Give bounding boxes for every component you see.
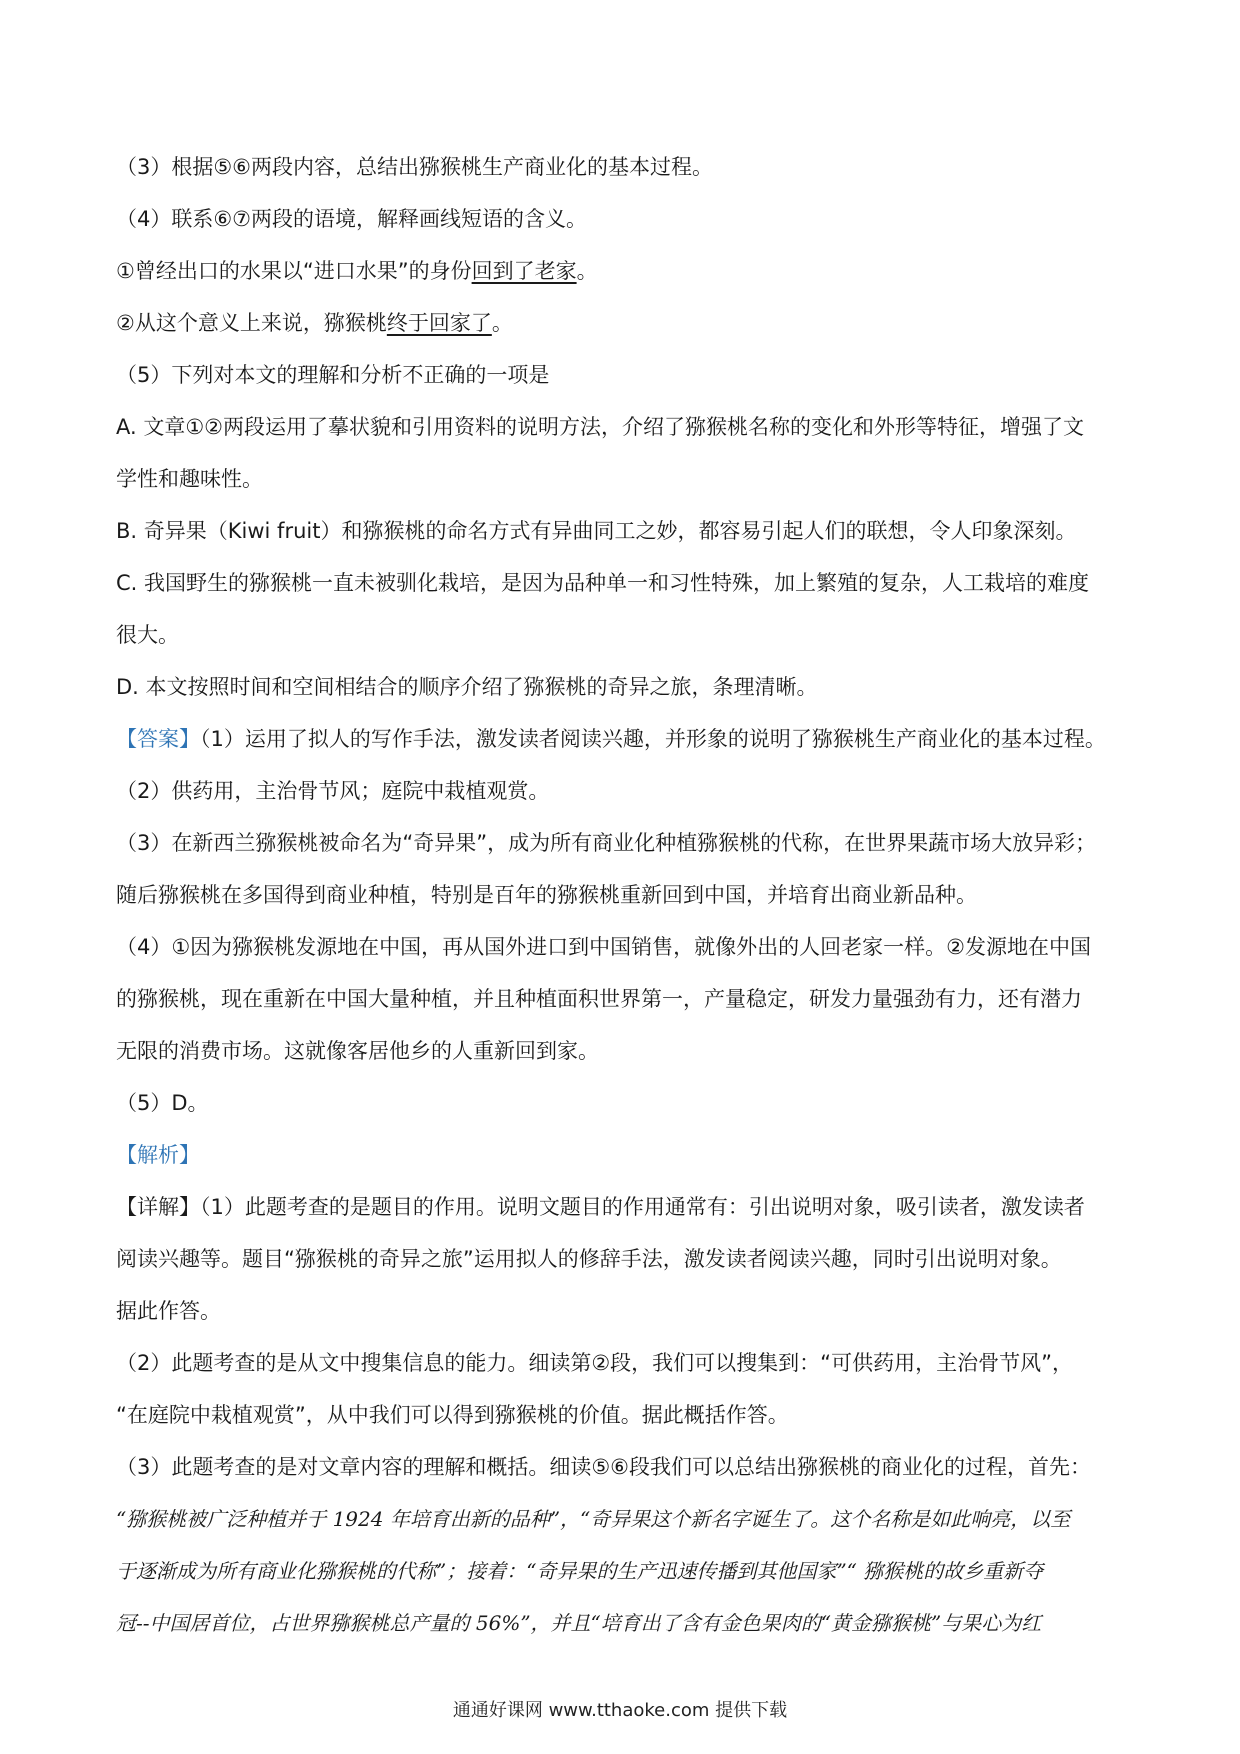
detail-2 — [116, 1348, 1136, 1430]
q4-item2-period: 。 — [491, 311, 513, 335]
page-footer: 通通好课网 www.tthaoke.com 提供下载 — [452, 1700, 788, 1721]
detail-1 — [116, 1192, 1136, 1326]
analysis-tag: 【解析】 — [116, 1143, 200, 1167]
q4-item2-text: ②从这个意义上来说，猕猴桃 — [116, 311, 387, 335]
answer-2: （2）供药用，主治骨节风；庭院中栽植观赏。 — [116, 779, 550, 803]
question-4-item-2 — [116, 308, 1136, 338]
detail-3-line-2: “猕猴桃被广泛种植并于 1924 年培育出新的品种”，“奇异果这个新名字诞生了。这个名称是如此响亮，以至 — [116, 1507, 1071, 1531]
question-5: （5）下列对本文的理解和分析不正确的一项是 — [116, 363, 550, 387]
detail-2-line-1: （2）此题考查的是从文中搜集信息的能力。细读第②段，我们可以搜集到：“可供药用，主治骨节风”， — [116, 1351, 1073, 1375]
detail-3 — [116, 1452, 1136, 1638]
answer-3-line-1: （3）在新西兰猕猴桃被命名为“奇异果”，成为所有商业化种植猕猴桃的代称，在世界果蔬市场大放异彩； — [116, 831, 1097, 855]
question-4: （4）联系⑥⑦两段的语境，解释画线短语的含义。 — [116, 207, 588, 231]
detail-1-line-2: 阅读兴趣等。题目“猕猴桃的奇异之旅”运用拟人的修辞手法，激发读者阅读兴趣，同时引出说明对象。 — [116, 1247, 1062, 1271]
answer-5: （5）D。 — [116, 1091, 209, 1115]
answer-1 — [116, 724, 1136, 754]
question-4-item-1 — [116, 256, 1136, 286]
question-3: （3）根据⑤⑥两段内容，总结出猕猴桃生产商业化的基本过程。 — [116, 155, 714, 179]
option-c-line-1: C. 我国野生的猕猴桃一直未被驯化栽培，是因为品种单一和习性特殊，加上繁殖的复杂，人工栽培的难度 — [116, 571, 1090, 595]
answer-4 — [116, 932, 1136, 1066]
q4-item1-period: 。 — [576, 259, 598, 283]
option-b: B. 奇异果（Kiwi fruit）和猕猴桃的命名方式有异曲同工之妙，都容易引起人们的联想，令人印象深刻。 — [116, 519, 1077, 543]
option-d: D. 本文按照时间和空间相结合的顺序介绍了猕猴桃的奇异之旅，条理清晰。 — [116, 675, 818, 699]
detail-3-line-1: （3）此题考查的是对文章内容的理解和概括。细读⑤⑥段我们可以总结出猕猴桃的商业化的过程，首先： — [116, 1455, 1092, 1479]
answer-4-line-2: 的猕猴桃，现在重新在中国大量种植，并且种植面积世界第一，产量稳定，研发力量强劲有力，还有潜力 — [116, 987, 1082, 1011]
document-body — [116, 152, 1136, 1660]
detail-3-line-3: 于逐渐成为所有商业化猕猴桃的代称”；接着：“奇异果的生产迅速传播到其他国家”“ 猕猴桃的故乡重新夺 — [116, 1559, 1044, 1583]
option-c — [116, 568, 1136, 650]
detail-1-line-3: 据此作答。 — [116, 1299, 221, 1323]
detail-3-line-4: 冠--中国居首位，占世界猕猴桃总产量的 56%”，并且“培育出了含有金色果肉的“黄金猕猴桃”与果心为红 — [116, 1611, 1042, 1635]
q4-item1-text: ①曾经出口的水果以“进口水果”的身份 — [116, 259, 472, 283]
detail-1-line-1 — [116, 1192, 1136, 1222]
detail-2-line-2: “在庭院中栽植观赏”，从中我们可以得到猕猴桃的价值。据此概括作答。 — [116, 1403, 789, 1427]
option-a-line-1: A. 文章①②两段运用了摹状貌和引用资料的说明方法，介绍了猕猴桃名称的变化和外形等特征，增强了文 — [116, 415, 1084, 439]
detail-1-line-1-text: （1）此题考查的是题目的作用。说明文题目的作用通常有：引出说明对象，吸引读者，激发读者 — [200, 1195, 1085, 1219]
answer-4-line-1: （4）①因为猕猴桃发源地在中国，再从国外进口到中国销售，就像外出的人回老家一样。②发源地在中国 — [116, 935, 1092, 959]
answer-1-text: （1）运用了拟人的写作手法，激发读者阅读兴趣，并形象的说明了猕猴桃生产商业化的基本过程。 — [200, 727, 1106, 751]
detail-tag: 【详解】 — [116, 1195, 200, 1219]
answer-tag: 【答案】 — [116, 727, 200, 751]
option-a-line-2: 学性和趣味性。 — [116, 467, 263, 491]
answer-3 — [116, 828, 1136, 910]
q4-item2-underlined-phrase: 终于回家了 — [386, 311, 492, 335]
answer-4-line-3: 无限的消费市场。这就像客居他乡的人重新回到家。 — [116, 1039, 599, 1063]
q4-item1-underlined-phrase: 回到了老家 — [471, 259, 577, 283]
option-a — [116, 412, 1136, 494]
answer-3-line-2: 随后猕猴桃在多国得到商业种植，特别是百年的猕猴桃重新回到中国，并培育出商业新品种。 — [116, 883, 977, 907]
option-c-line-2: 很大。 — [116, 623, 179, 647]
